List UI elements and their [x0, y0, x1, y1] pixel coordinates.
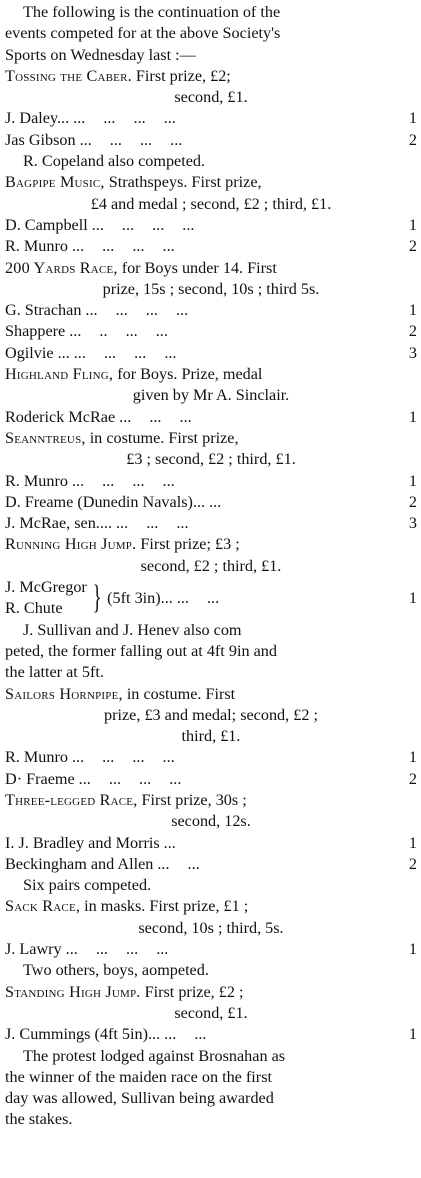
event-heading: [5, 896, 417, 917]
competitor-name: G. Strachan: [5, 301, 82, 320]
result-row: [5, 747, 417, 768]
competitor-name: I. J. Bradley and Morris: [5, 833, 160, 852]
event-block: [5, 534, 417, 683]
result-row: [5, 854, 417, 875]
placing: 2: [408, 237, 417, 256]
event-prize-continuation: prize, £3 and medal; second, £2 ;: [104, 705, 318, 724]
competitor-name: D· Fraeme: [5, 769, 75, 788]
event-prize-continuation: £4 and medal ; second, £2 ; third, £1.: [90, 194, 332, 213]
event-results-list: [5, 66, 417, 1046]
event-block: [5, 428, 417, 534]
result-row: [5, 236, 417, 257]
competitor-name: D. Freame (Dunedin Navals)...: [5, 492, 206, 511]
event-heading: [5, 684, 417, 705]
placing: 2: [408, 130, 417, 149]
event-title: 200 Yards Race,: [5, 258, 118, 277]
leader-dots: ... ... ... ...: [73, 109, 176, 128]
event-prize-text: for Boys under 14. First: [117, 258, 277, 277]
intro-paragraph: [5, 2, 417, 66]
event-heading: [5, 790, 417, 811]
leader-dots: ...: [209, 492, 222, 511]
event-prize-text: in costume. First: [122, 684, 236, 703]
placing: 2: [408, 854, 417, 873]
event-prize-continuation: second, £2 ; third, £1.: [140, 556, 282, 575]
leader-dots: ... ... ... ...: [71, 237, 175, 256]
event-block: [5, 684, 417, 790]
placing: 1: [408, 588, 417, 607]
event-note: Two others, boys, aompeted.: [23, 961, 209, 980]
tied-competitors: [5, 577, 87, 620]
result-row: [5, 513, 417, 534]
leader-dots: ... ... ... ...: [79, 130, 183, 149]
competitor-name: R. Munro: [5, 748, 68, 767]
intro-line: Sports on Wednesday last :—: [5, 45, 196, 64]
event-prize-continuation: second, £1.: [174, 1003, 248, 1022]
competitor-name: R. Chute: [5, 599, 63, 618]
event-heading: [5, 428, 417, 449]
competitor-name: J. McGregor: [5, 578, 87, 597]
event-block: [5, 982, 417, 1046]
leader-dots: ... ... ... ...: [65, 940, 169, 959]
event-prize-text: First prize, £2;: [131, 66, 231, 85]
leader-dots: ... ... ...: [116, 514, 189, 533]
competitor-name: D. Campbell: [5, 215, 88, 234]
placing: 3: [408, 343, 417, 362]
brace-symbol: }: [92, 579, 102, 617]
placing: 2: [408, 492, 417, 511]
event-prize-continuation: given by Mr A. Sinclair.: [132, 386, 290, 405]
competitor-name: R. Munro: [5, 471, 68, 490]
event-prize-continuation: £3 ; second, £2 ; third, £1.: [126, 450, 296, 469]
placing: 1: [408, 471, 417, 490]
leader-dots: ... ...: [157, 854, 200, 873]
event-prize-text: Strathspeys. First prize,: [104, 173, 262, 192]
event-note-line: J. Sullivan and J. Henev also com: [23, 620, 242, 639]
event-prize-text: First prize, £2 ;: [140, 982, 244, 1001]
competitor-name: J. Cummings (4ft 5in)...: [5, 1025, 161, 1044]
event-title: Standing High Jump.: [5, 982, 141, 1001]
result-row: [5, 215, 417, 236]
event-prize-continuation: prize, 15s ; second, 10s ; third 5s.: [102, 279, 320, 298]
leader-dots: ... ... ... ...: [71, 748, 175, 767]
result-row: [5, 769, 417, 790]
event-block: [5, 896, 417, 981]
result-row: [5, 1024, 417, 1045]
event-heading: [5, 364, 417, 385]
placing: 1: [408, 940, 417, 959]
event-note: Six pairs competed.: [23, 876, 152, 895]
leader-dots: ... ...: [164, 1025, 207, 1044]
event-title: Sailors Hornpipe,: [5, 684, 123, 703]
competitor-name: Ogilvie ...: [5, 343, 70, 362]
result-row: [5, 321, 417, 342]
competitor-name: Shappere: [5, 322, 66, 341]
event-prize-continuation: second, 12s.: [171, 812, 251, 831]
event-heading: [5, 982, 417, 1003]
result-row: [5, 492, 417, 513]
event-title: Three-legged Race,: [5, 790, 138, 809]
leader-dots: ... ... ...: [119, 407, 192, 426]
leader-dots: ... ... ... ...: [71, 471, 175, 490]
event-prize-text: First prize, 30s ;: [137, 790, 247, 809]
competitor-name: J. Daley...: [5, 109, 70, 128]
closing-line: day was allowed, Sullivan being awarded: [5, 1089, 274, 1108]
event-heading: [5, 66, 417, 87]
event-title: Running High Jump.: [5, 535, 137, 554]
tied-result-row: [5, 577, 417, 620]
tied-result-detail: [107, 589, 417, 608]
event-block: [5, 364, 417, 428]
event-heading: [5, 172, 417, 193]
event-prize-text: First prize; £3 ;: [136, 535, 240, 554]
event-block: [5, 258, 417, 364]
event-prize-continuation: second, 10s ; third, 5s.: [138, 918, 284, 937]
placing: 1: [408, 748, 417, 767]
event-prize-text: for Boys. Prize, medal: [113, 365, 263, 384]
placing: 1: [408, 215, 417, 234]
event-note: R. Copeland also competed.: [23, 152, 206, 171]
leader-dots: ... ... ... ...: [73, 343, 177, 362]
placing: 1: [408, 1025, 417, 1044]
event-title: Seanntreus,: [5, 428, 86, 447]
competitor-name: Beckingham and Allen: [5, 854, 154, 873]
competitor-name: J. Lawry: [5, 940, 62, 959]
result-row: [5, 343, 417, 364]
event-title: Highland Fling,: [5, 365, 114, 384]
result-row: [5, 939, 417, 960]
event-title: Tossing the Caber.: [5, 66, 132, 85]
placing: 1: [408, 833, 417, 852]
event-title: Bagpipe Music,: [5, 173, 105, 192]
intro-line: The following is the continuation of the: [23, 3, 281, 21]
event-note-line: the latter at 5ft.: [5, 663, 104, 682]
event-note-line: peted, the former falling out at 4ft 9in and: [5, 641, 277, 660]
placing: 3: [408, 514, 417, 533]
intro-line: events competed for at the above Society's: [5, 24, 281, 43]
result-row: [5, 130, 417, 151]
result-row: [5, 300, 417, 321]
competitor-name: J. McRae, sen....: [5, 514, 112, 533]
event-heading: [5, 258, 417, 279]
placing: 2: [408, 322, 417, 341]
event-prize-continuation: third, £1.: [181, 727, 241, 746]
closing-line: the stakes.: [5, 1110, 73, 1129]
event-heading: [5, 534, 417, 555]
leader-dots: ... ... ... ...: [78, 769, 182, 788]
event-prize-text: in costume. First prize,: [85, 428, 239, 447]
leader-dots: ... ... ... ...: [91, 215, 195, 234]
leader-dots: ... ... ... ...: [85, 301, 189, 320]
competitor-name: Roderick McRae: [5, 407, 116, 426]
leader-dots: ... ...: [176, 588, 220, 607]
event-block: [5, 172, 417, 257]
result-row: [5, 108, 417, 129]
event-block: [5, 790, 417, 896]
result-row: [5, 833, 417, 854]
placing: 1: [408, 301, 417, 320]
closing-line: The protest lodged against Brosnahan as: [23, 1046, 286, 1065]
result-row: [5, 471, 417, 492]
height-cleared: (5ft 3in)...: [107, 588, 173, 607]
event-prize-continuation: second, £1.: [174, 88, 248, 107]
event-title: Sack Race,: [5, 897, 81, 916]
closing-paragraph: [5, 1046, 417, 1131]
leader-dots: ...: [163, 833, 176, 852]
event-prize-text: in masks. First prize, £1 ;: [80, 897, 249, 916]
placing: 1: [408, 407, 417, 426]
placing: 1: [408, 109, 417, 128]
result-row: [5, 407, 417, 428]
closing-line: the winner of the maiden race on the first: [5, 1067, 272, 1086]
competitor-name: R. Munro: [5, 237, 68, 256]
event-block: [5, 66, 417, 172]
placing: 2: [408, 769, 417, 788]
leader-dots: ... .. ... ...: [69, 322, 168, 341]
competitor-name: Jas Gibson: [5, 130, 76, 149]
